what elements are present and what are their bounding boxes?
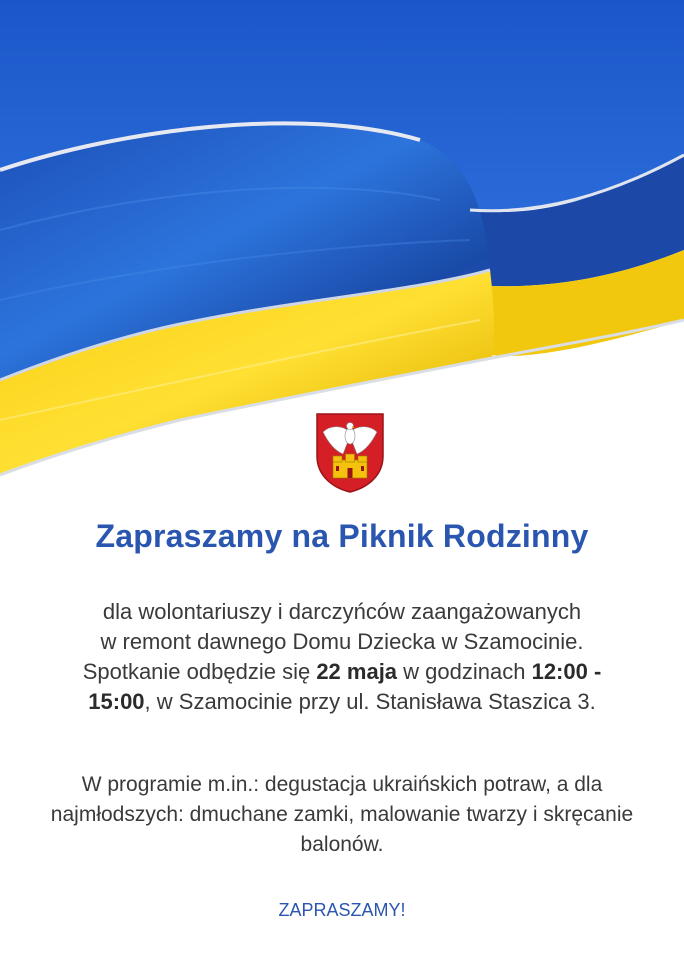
program-line-3: balonów. [300,833,384,856]
page-title: Zapraszamy na Piknik Rodzinny [95,518,589,554]
event-address: , w Szamocinie przy ul. Stanisława Staszica 3. [144,689,596,714]
program-line-1: W programie m.in.: degustacja ukraińskich potraw, a dla [81,773,603,796]
event-date: 22 maja [316,659,398,684]
event-details [20,597,664,717]
closing-invitation: ZAPRASZAMY! [278,900,406,920]
details-line-3b: w godzinach [397,659,532,684]
eagle-coat-of-arms-icon [313,410,387,494]
program-line-2: najmłodszych: dmuchane zamki, malowanie twarzy i skręcanie [50,803,634,826]
event-program [20,770,664,860]
details-line-2: w remont dawnego Domu Dziecka w Szamocinie. [100,629,584,654]
event-time-start: 12:00 - [531,659,602,684]
event-time-end: 15:00 [88,689,145,714]
details-line-1: dla wolontariuszy i darczyńców zaangażowanych [102,599,582,624]
details-line-3a: Spotkanie odbędzie się [82,659,317,684]
